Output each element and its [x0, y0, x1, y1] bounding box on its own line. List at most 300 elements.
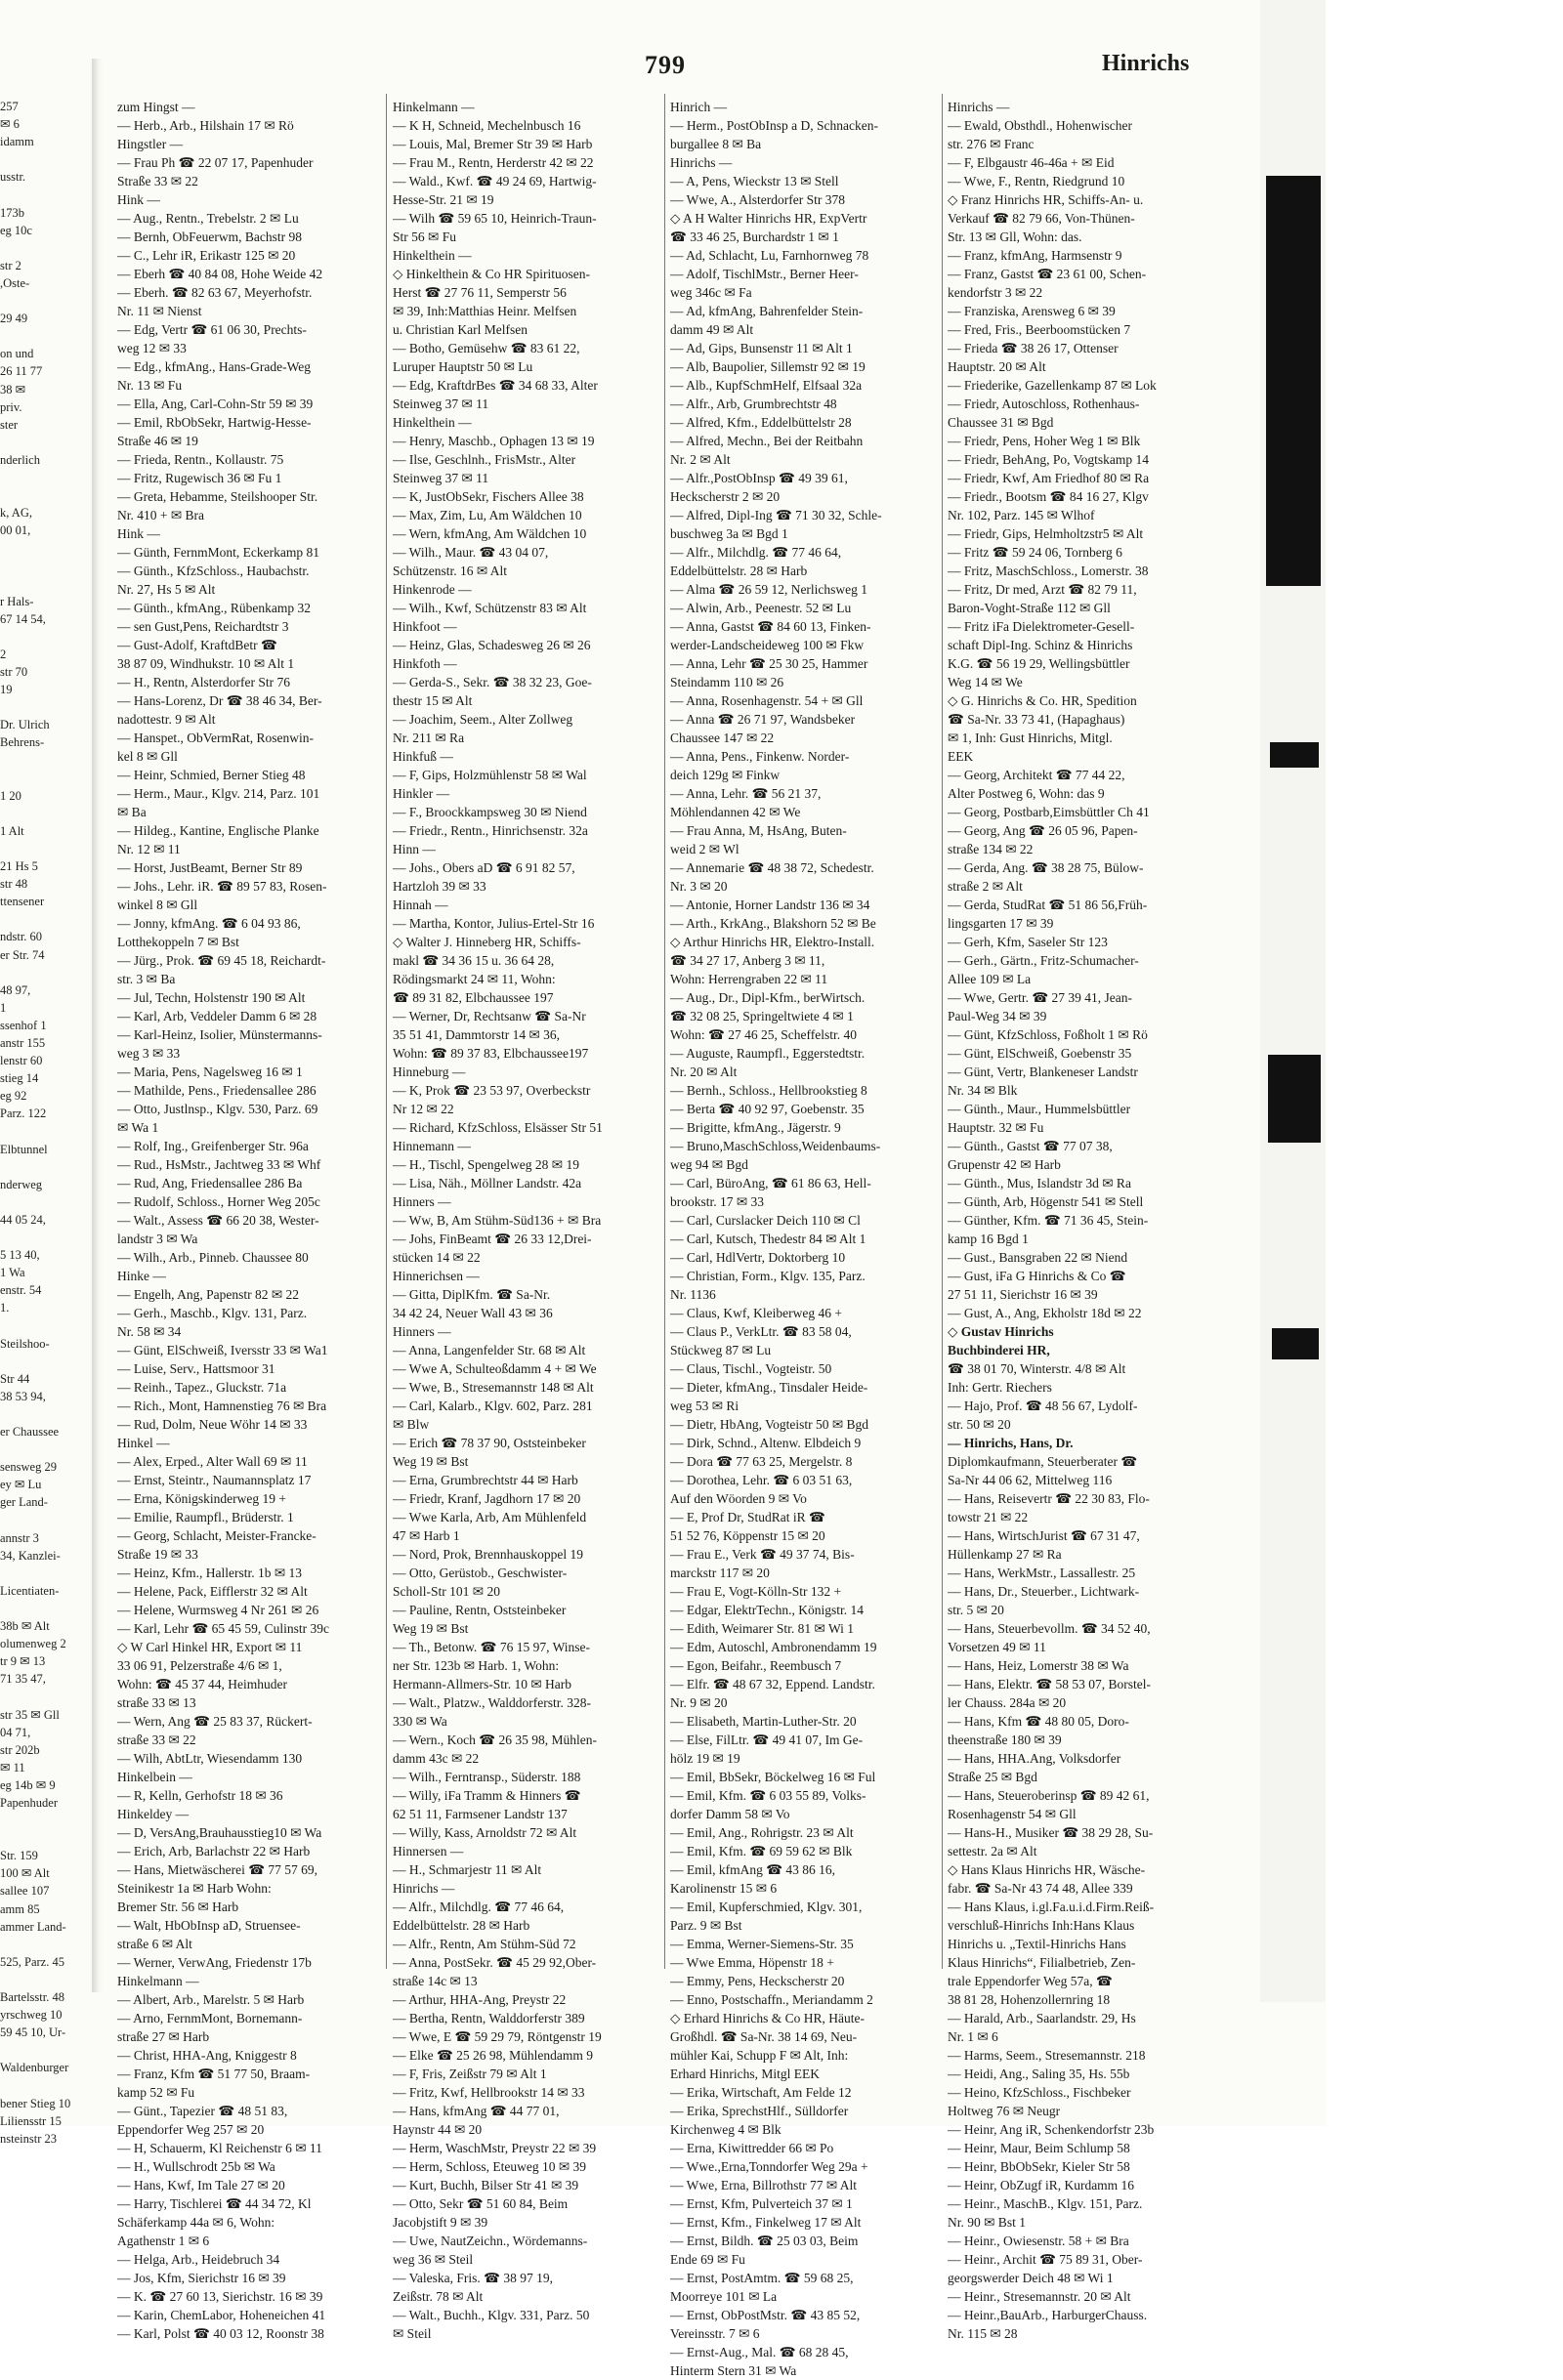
- strip-line: [0, 1229, 90, 1246]
- directory-line: — Emil, RbObSekr, Hartwig-Hesse-: [117, 415, 312, 430]
- strip-line: sensweg 29: [0, 1460, 57, 1475]
- directory-line: — Wwe, Gertr. ☎ 27 39 41, Jean-: [948, 990, 1133, 1005]
- strip-line: Str. 159: [0, 1849, 38, 1863]
- directory-line: verschluß-Hinrichs Inh:Hans Klaus: [948, 1918, 1135, 1933]
- edge-print-block: [1270, 742, 1319, 768]
- directory-line: — Jul, Techn, Holstenstr 190 ✉ Alt: [117, 990, 306, 1005]
- directory-line: — Auguste, Raumpfl., Eggerstedtstr.: [670, 1046, 866, 1061]
- directory-line: — Friedr, Kwf, Am Friedhof 80 ✉ Ra: [948, 471, 1150, 485]
- directory-line: Hinrichs —: [670, 155, 733, 170]
- strip-line: ,Oste-: [0, 275, 30, 290]
- directory-line: str. 3 ✉ Ba: [117, 972, 176, 986]
- directory-line: — Wilh., Kwf, Schützenstr 83 ✉ Alt: [393, 601, 587, 615]
- directory-line: — Heinr.,BauArb., HarburgerChauss.: [948, 2308, 1148, 2322]
- strip-line: [0, 628, 90, 646]
- directory-line: — Aug., Rentn., Trebelstr. 2 ✉ Lu: [117, 211, 299, 226]
- directory-line: Nr. 1136: [670, 1287, 716, 1302]
- directory-line: 34 42 24, Neuer Wall 43 ✉ 36: [393, 1306, 553, 1320]
- directory-line: — Gerda, StudRat ☎ 51 86 56,Früh-: [948, 898, 1148, 912]
- directory-line: Steinweg 37 ✉ 11: [393, 397, 489, 411]
- directory-line: burgallee 8 ✉ Ba: [670, 137, 762, 151]
- directory-line: — Horst, JustBeamt, Berner Str 89: [117, 860, 303, 875]
- directory-line: — Wwe, B., Stresemannstr 148 ✉ Alt: [393, 1380, 594, 1395]
- directory-line: — Ad, Schlacht, Lu, Farnhornweg 78: [670, 248, 869, 263]
- directory-line: Hingstler —: [117, 137, 184, 151]
- directory-line: — Gerh., Gärtn., Fritz-Schumacher-: [948, 953, 1139, 968]
- strip-line: nderlich: [0, 452, 40, 467]
- directory-line: hölz 19 ✉ 19: [670, 1751, 740, 1766]
- directory-line: weg 346c ✉ Fa: [670, 285, 752, 300]
- directory-line: — Heinz, Glas, Schadesweg 26 ✉ 26: [393, 638, 591, 652]
- directory-line: kamp 16 Bgd 1: [948, 1232, 1029, 1246]
- directory-line: — Karl, Polst ☎ 40 03 12, Roonstr 38: [117, 2326, 324, 2341]
- directory-line: — Wilh ☎ 59 65 10, Heinrich-Traun-: [393, 211, 597, 226]
- strip-line: [0, 964, 90, 981]
- directory-line: marckstr 117 ✉ 20: [670, 1566, 770, 1580]
- directory-line: Nr. 9 ✉ 20: [670, 1695, 728, 1710]
- directory-line: ◇ A H Walter Hinrichs HR, ExpVertr: [670, 211, 867, 226]
- directory-line: — Franziska, Arensweg 6 ✉ 39: [948, 304, 1116, 318]
- directory-line: weid 2 ✉ Wl: [670, 842, 739, 856]
- directory-line: — Aug., Dr., Dipl-Kfm., berWirtsch.: [670, 990, 866, 1005]
- directory-line: — K H, Schneid, Mechelnbusch 16: [393, 118, 581, 133]
- directory-line: 38 87 09, Windhukstr. 10 ✉ Alt 1: [117, 656, 295, 671]
- directory-line: — F., Broockkampsweg 30 ✉ Niend: [393, 805, 587, 819]
- directory-line: — Hans, Elektr. ☎ 58 53 07, Borstel-: [948, 1677, 1152, 1691]
- directory-line: — Adolf, TischlMstr., Berner Heer-: [670, 267, 859, 281]
- directory-line: ✉ Wa 1: [117, 1120, 159, 1135]
- directory-line: — Heinr., Stresemannstr. 20 ✉ Alt: [948, 2289, 1131, 2304]
- directory-line: — Erika, Wirtschaft, Am Felde 12: [670, 2085, 852, 2100]
- directory-line: — Nord, Prok, Brennhauskoppel 19: [393, 1547, 583, 1562]
- directory-line: — Rud., HsMstr., Jachtweg 33 ✉ Whf: [117, 1157, 321, 1172]
- directory-line: — Valeska, Fris. ☎ 38 97 19,: [393, 2271, 553, 2285]
- directory-line: u. Christian Karl Melfsen: [393, 322, 528, 337]
- directory-line: — Harry, Tischlerei ☎ 44 34 72, Kl: [117, 2196, 312, 2211]
- directory-line: — Günt, ElSchweiß, Goebenstr 35: [948, 1046, 1132, 1061]
- directory-line: — Anna, Lehr ☎ 25 30 25, Hammer: [670, 656, 868, 671]
- strip-line: [0, 327, 90, 345]
- directory-line: Str. 13 ✉ Gll, Wohn: das.: [948, 230, 1082, 244]
- directory-line: kamp 52 ✉ Fu: [117, 2085, 195, 2100]
- directory-line: Hink —: [117, 192, 160, 207]
- directory-line: makl ☎ 34 36 15 u. 36 64 28,: [393, 953, 555, 968]
- directory-line: — Botho, Gemüsehw ☎ 83 61 22,: [393, 341, 580, 355]
- directory-line: — Alfr., Rentn, Am Stühm-Süd 72: [393, 1937, 576, 1951]
- running-head: Hinrichs: [1102, 51, 1190, 76]
- directory-line: — Gerda, Ang. ☎ 38 28 75, Bülow-: [948, 860, 1144, 875]
- directory-line: — Emil, Kfm. ☎ 6 03 55 89, Volks-: [670, 1788, 866, 1803]
- directory-line: — Edith, Weimarer Str. 81 ✉ Wi 1: [670, 1621, 855, 1636]
- column-2: [393, 98, 658, 2343]
- directory-line: — Reinh., Tapez., Gluckstr. 71a: [117, 1380, 287, 1395]
- directory-line: — Johs., Obers aD ☎ 6 91 82 57,: [393, 860, 575, 875]
- directory-line: Vereinsstr. 7 ✉ 6: [670, 2326, 760, 2341]
- strip-line: Parz. 122: [0, 1106, 47, 1121]
- directory-line: — F, Gips, Holzmühlenstr 58 ✉ Wal: [393, 768, 587, 782]
- directory-line: — Frieda, Rentn., Kollaustr. 75: [117, 452, 284, 467]
- strip-line: er Str. 74: [0, 947, 45, 962]
- directory-line: Großhdl. ☎ Sa-Nr. 38 14 69, Neu-: [670, 2029, 858, 2044]
- directory-line: — Friedr., Bootsm ☎ 84 16 27, Klgv: [948, 489, 1149, 504]
- directory-line: — Anna ☎ 26 71 97, Wandsbeker: [670, 712, 856, 727]
- directory-line: ◇ Walter J. Hinneberg HR, Schiffs-: [393, 935, 581, 949]
- directory-line: buschweg 3a ✉ Bgd 1: [670, 526, 788, 541]
- directory-line: damm 43c ✉ 22: [393, 1751, 480, 1766]
- column-1: [117, 98, 383, 2343]
- directory-line: — Wilh., Maur. ☎ 43 04 07,: [393, 545, 549, 560]
- directory-line: — Otto, Gerüstob., Geschwister-: [393, 1566, 568, 1580]
- directory-line: — Walt., Buchh., Klgv. 331, Parz. 50: [393, 2308, 590, 2322]
- strip-line: 38b ✉ Alt: [0, 1619, 50, 1634]
- edge-print-block: [1266, 176, 1321, 586]
- strip-line: 19: [0, 683, 13, 697]
- strip-line: ammer Land-: [0, 1919, 66, 1934]
- directory-line: — Wilh., Ferntransp., Süderstr. 188: [393, 1770, 581, 1784]
- strip-line: bener Stieg 10: [0, 2096, 71, 2110]
- strip-line: enstr. 54: [0, 1283, 42, 1298]
- directory-line: 51 52 76, Köppenstr 15 ✉ 20: [670, 1528, 825, 1543]
- directory-line: — Joachim, Seem., Alter Zollweg: [393, 712, 573, 727]
- directory-line: — Heinr, ObZugf iR, Kurdamm 16: [948, 2178, 1135, 2192]
- directory-line: — Alfr.,PostObInsp ☎ 49 39 61,: [670, 471, 848, 485]
- directory-line: — Anna, Pens., Finkenw. Norder-: [670, 749, 850, 764]
- directory-line: theenstraße 180 ✉ 39: [948, 1733, 1062, 1747]
- strip-line: 38 53 94,: [0, 1389, 46, 1403]
- directory-line: — Erna, Kiwittredder 66 ✉ Po: [670, 2141, 834, 2155]
- strip-line: [0, 1829, 90, 1847]
- directory-line: — Fred, Fris., Beerboomstücken 7: [948, 322, 1131, 337]
- strip-line: 257: [0, 100, 19, 113]
- directory-line: — Albert, Arb., Marelstr. 5 ✉ Harb: [117, 1992, 305, 2007]
- strip-line: 38 ✉: [0, 382, 26, 397]
- directory-line: — Walt, HbObInsp aD, Struensee-: [117, 1918, 301, 1933]
- directory-line: — Alma ☎ 26 59 12, Nerlichsweg 1: [670, 582, 868, 597]
- directory-line: Rödingsmarkt 24 ✉ 11, Wohn:: [393, 972, 556, 986]
- directory-line: — Otto, Sekr ☎ 51 60 84, Beim: [393, 2196, 569, 2211]
- directory-line: — Heinr, Maur, Beim Schlump 58: [948, 2141, 1130, 2155]
- directory-line: — Karin, ChemLabor, Hoheneichen 41: [117, 2308, 326, 2322]
- directory-line: Hinkelthein —: [393, 248, 472, 263]
- directory-line: Nr. 27, Hs 5 ✉ Alt: [117, 582, 216, 597]
- strip-line: on und: [0, 347, 34, 361]
- directory-line: settestr. 2a ✉ Alt: [948, 1844, 1037, 1858]
- directory-line: 62 51 11, Farmsener Landstr 137: [393, 1807, 568, 1821]
- directory-line: — Willy, Kass, Arnoldstr 72 ✉ Alt: [393, 1825, 577, 1840]
- directory-line: str. 276 ✉ Franc: [948, 137, 1035, 151]
- directory-line: — E, Prof Dr, StudRat iR ☎: [670, 1510, 825, 1524]
- directory-line: — Günth., kfmAng., Rübenkamp 32: [117, 601, 311, 615]
- directory-line: — Hans, Heiz, Lomerstr 38 ✉ Wa: [948, 1658, 1129, 1673]
- directory-line: ✉ Ba: [117, 805, 147, 819]
- strip-line: ttensener: [0, 895, 45, 909]
- directory-line: Nr. 58 ✉ 34: [117, 1324, 182, 1339]
- strip-line: [0, 1971, 90, 1988]
- directory-line: ☎ Sa-Nr. 33 73 41, (Hapaghaus): [948, 712, 1125, 727]
- directory-line: Hauptstr. 32 ✉ Fu: [948, 1120, 1044, 1135]
- directory-line: Möhlendannen 42 ✉ We: [670, 805, 801, 819]
- edge-print-block: [1268, 1055, 1321, 1143]
- directory-line: — Gust, iFa G Hinrichs & Co ☎: [948, 1269, 1126, 1283]
- directory-line: 330 ✉ Wa: [393, 1714, 447, 1729]
- directory-line: — Wilh., Arb., Pinneb. Chaussee 80: [117, 1250, 309, 1265]
- directory-line: — Hans, Steueroberinsp ☎ 89 42 61,: [948, 1788, 1150, 1803]
- directory-line: Hinnemann —: [393, 1139, 471, 1153]
- directory-line: — Edg, Vertr ☎ 61 06 30, Prechts-: [117, 322, 307, 337]
- directory-line: Schützenstr. 16 ✉ Alt: [393, 564, 508, 578]
- strip-line: 00 01,: [0, 523, 31, 538]
- directory-line: — Hajo, Prof. ☎ 48 56 67, Lydolf-: [948, 1399, 1138, 1413]
- strip-line: [0, 1193, 90, 1211]
- directory-line: — Bruno,MaschSchloss,Weidenbaums-: [670, 1139, 881, 1153]
- directory-line: — Ad, kfmAng, Bahrenfelder Stein-: [670, 304, 864, 318]
- directory-line: — Friedr, Autoschloss, Rothenhaus-: [948, 397, 1140, 411]
- directory-line: damm 49 ✉ Alt: [670, 322, 754, 337]
- strip-line: Behrens-: [0, 735, 45, 750]
- directory-line: — Günth., Mus, Islandstr 3d ✉ Ra: [948, 1176, 1131, 1190]
- strip-line: [0, 434, 90, 451]
- directory-line: 47 ✉ Harb 1: [393, 1528, 460, 1543]
- directory-line: Hesse-Str. 21 ✉ 19: [393, 192, 494, 207]
- directory-line: — Friedr, Gips, Helmholtzstr5 ✉ Alt: [948, 526, 1144, 541]
- directory-line: Hinkfoot —: [393, 619, 457, 634]
- directory-line: Hinkelmann —: [117, 1974, 199, 1988]
- directory-line: — Rud, Ang, Friedensallee 286 Ba: [117, 1176, 303, 1190]
- directory-line: Hinn —: [393, 842, 436, 856]
- strip-line: ndstr. 60: [0, 930, 43, 944]
- directory-line: Kirchenweg 4 ✉ Blk: [670, 2122, 782, 2137]
- directory-line: ☎ 38 01 70, Winterstr. 4/8 ✉ Alt: [948, 1361, 1126, 1376]
- strip-line: stieg 14: [0, 1071, 39, 1086]
- directory-line: — K, Prok ☎ 23 53 97, Overbeckstr: [393, 1083, 591, 1098]
- directory-line: Hinners —: [393, 1194, 451, 1209]
- directory-line: — Claus, Tischl., Vogteistr. 50: [670, 1361, 832, 1376]
- directory-line: — Wwe A, Schulteoßdamm 4 + ✉ We: [393, 1361, 597, 1376]
- directory-line: — Bertha, Rentn, Walddorferstr 389: [393, 2011, 585, 2025]
- directory-line: Karolinenstr 15 ✉ 6: [670, 1881, 778, 1896]
- directory-line: — R, Kelln, Gerhofstr 18 ✉ 36: [117, 1788, 283, 1803]
- directory-line: — Karl, Arb, Veddeler Damm 6 ✉ 28: [117, 1009, 317, 1023]
- directory-line: Erhard Hinrichs, Mitgl EEK: [670, 2067, 820, 2081]
- strip-line: [0, 840, 90, 857]
- directory-line: — Heidi, Ang., Saling 35, Hs. 55b: [948, 2067, 1130, 2081]
- directory-line: — Walt., Assess ☎ 66 20 38, Wester-: [117, 1213, 319, 1228]
- strip-line: 1 Alt: [0, 823, 24, 838]
- directory-line: — Wwe Karla, Arb, Am Mühlenfeld: [393, 1510, 587, 1524]
- directory-line: Hink —: [117, 526, 160, 541]
- directory-line: ✉ Steil: [393, 2326, 432, 2341]
- directory-line: — Frau M., Rentn, Herderstr 42 ✉ 22: [393, 155, 594, 170]
- directory-line: — Hans, Reisevertr ☎ 22 30 83, Flo-: [948, 1491, 1150, 1506]
- directory-line: Eppendorfer Weg 257 ✉ 20: [117, 2122, 265, 2137]
- directory-line: — Claus P., VerkLtr. ☎ 83 58 04,: [670, 1324, 852, 1339]
- directory-line: — Georg, Ang ☎ 26 05 96, Papen-: [948, 823, 1138, 838]
- column-rule: [386, 94, 387, 1969]
- directory-line: — Gust, A., Ang, Ekholstr 18d ✉ 22: [948, 1306, 1142, 1320]
- directory-line: — Jürg., Prok. ☎ 69 45 18, Reichardt-: [117, 953, 326, 968]
- directory-line: Hauptstr. 20 ✉ Alt: [948, 359, 1046, 374]
- directory-line: Wohn: ☎ 45 37 44, Heimhuder: [117, 1677, 287, 1691]
- directory-line: Stückweg 87 ✉ Lu: [670, 1343, 772, 1357]
- directory-line: — Fritz, Dr med, Arzt ☎ 82 79 11,: [948, 582, 1137, 597]
- directory-line: — Hildeg., Kantine, Englische Planke: [117, 823, 319, 838]
- directory-line: Nr. 3 ✉ 20: [670, 879, 728, 894]
- strip-line: 2: [0, 647, 7, 661]
- directory-line: — Georg, Architekt ☎ 77 44 22,: [948, 768, 1125, 782]
- column-rule: [942, 94, 943, 1969]
- strip-line: str 2: [0, 258, 21, 272]
- directory-line: — Annemarie ☎ 48 38 72, Schedestr.: [670, 860, 874, 875]
- directory-line: — Hans, Dr., Steuerber., Lichtwark-: [948, 1584, 1140, 1599]
- directory-line: ☎ 34 27 17, Anberg 3 ✉ 11,: [670, 953, 825, 968]
- directory-line: ✉ 1, Inh: Gust Hinrichs, Mitgl.: [948, 731, 1113, 745]
- directory-line: ◇ W Carl Hinkel HR, Export ✉ 11: [117, 1640, 303, 1654]
- directory-line: — Herm., Maur., Klgv. 214, Parz. 101: [117, 786, 320, 801]
- directory-line: Diplomkaufmann, Steuerberater ☎: [948, 1454, 1138, 1469]
- directory-line: — Hans, Mietwäscherei ☎ 77 57 69,: [117, 1862, 318, 1877]
- strip-line: yrschweg 10: [0, 2008, 63, 2023]
- directory-line: Nr. 34 ✉ Blk: [948, 1083, 1018, 1098]
- directory-line: — Pauline, Rentn, Oststeinbeker: [393, 1603, 567, 1617]
- directory-line: — Ernst, ObPostMstr. ☎ 43 85 52,: [670, 2308, 861, 2322]
- strip-line: 1 Wa: [0, 1266, 25, 1280]
- directory-line: — sen Gust,Pens, Reichardtstr 3: [117, 619, 289, 634]
- directory-line: Rosenhagenstr 54 ✉ Gll: [948, 1807, 1077, 1821]
- directory-line: — Dieter, kfmAng., Tinsdaler Heide-: [670, 1380, 868, 1395]
- directory-line: 33 06 91, Pelzerstraße 4/6 ✉ 1,: [117, 1658, 282, 1673]
- directory-line: — Dora ☎ 77 63 25, Mergelstr. 8: [670, 1454, 853, 1469]
- strip-line: sallee 107: [0, 1884, 50, 1899]
- directory-line: Hinrich —: [670, 100, 728, 114]
- directory-line: ☎ 33 46 25, Burchardstr 1 ✉ 1: [670, 230, 839, 244]
- directory-line: Nr. 102, Parz. 145 ✉ Wlhof: [948, 508, 1095, 522]
- directory-line: — Wwe, A., Alsterdorfer Str 378: [670, 192, 845, 207]
- directory-line: — Hans-Lorenz, Dr ☎ 38 46 34, Ber-: [117, 693, 322, 708]
- directory-line: — Alex, Erped., Alter Wall 69 ✉ 11: [117, 1454, 308, 1469]
- directory-line: — Günt, KfzSchloss, Foßholt 1 ✉ Rö: [948, 1027, 1148, 1042]
- directory-line: 38 81 28, Hohenzollernring 18: [948, 1992, 1111, 2007]
- directory-line: — Antonie, Horner Landstr 136 ✉ 34: [670, 898, 870, 912]
- directory-line: — Dietr, HbAng, Vogteistr 50 ✉ Bgd: [670, 1417, 869, 1432]
- directory-line: straße 27 ✉ Harb: [117, 2029, 210, 2044]
- directory-line: nadottestr. 9 ✉ Alt: [117, 712, 216, 727]
- directory-line: Schäferkamp 44a ✉ 6, Wohn:: [117, 2215, 275, 2230]
- directory-line: — Friedr, Kranf, Jagdhorn 17 ✉ 20: [393, 1491, 581, 1506]
- directory-line: — Heinr., MaschB., Klgv. 151, Parz.: [948, 2196, 1143, 2211]
- strip-line: idamm: [0, 135, 34, 149]
- directory-line: ◇ Hans Klaus Hinrichs HR, Wäsche-: [948, 1862, 1146, 1877]
- directory-line: brookstr. 17 ✉ 33: [670, 1194, 765, 1209]
- directory-line: Hinkelbein —: [117, 1770, 192, 1784]
- directory-line: georgswerder Deich 48 ✉ Wi 1: [948, 2271, 1114, 2285]
- directory-line: Hinneburg —: [393, 1065, 466, 1079]
- directory-line: — Christ, HHA-Ang, Kniggestr 8: [117, 2048, 297, 2063]
- directory-line: — Max, Zim, Lu, Am Wäldchen 10: [393, 508, 582, 522]
- directory-line: Luruper Hauptstr 50 ✉ Lu: [393, 359, 533, 374]
- strip-line: eg 14b ✉ 9: [0, 1777, 56, 1792]
- directory-line: — Frau E., Verk ☎ 49 37 74, Bis-: [670, 1547, 855, 1562]
- directory-line: ✉ 39, Inh:Matthias Heinr. Melfsen: [393, 304, 577, 318]
- directory-line: — Claus, Kwf, Kleiberweg 46 +: [670, 1306, 842, 1320]
- strip-line: 29 49: [0, 312, 28, 326]
- strip-line: 04 71,: [0, 1725, 31, 1739]
- strip-line: tr 9 ✉ 13: [0, 1654, 46, 1669]
- directory-line: Hinkfuß —: [393, 749, 453, 764]
- directory-line: — Dirk, Schnd., Altenw. Elbdeich 9: [670, 1436, 862, 1450]
- directory-line: — Bernh, ObFeuerwm, Bachstr 98: [117, 230, 302, 244]
- directory-line: — Wald., Kwf. ☎ 49 24 69, Hartwig-: [393, 174, 597, 188]
- directory-line: K.G. ☎ 56 19 29, Wellingsbüttler: [948, 656, 1130, 671]
- directory-line: — Gerda-S., Sekr. ☎ 38 32 23, Goe-: [393, 675, 592, 689]
- directory-line: Hinke —: [117, 1269, 166, 1283]
- directory-line: — Hans-H., Musiker ☎ 38 29 28, Su-: [948, 1825, 1154, 1840]
- directory-line: landstr 3 ✉ Wa: [117, 1232, 198, 1246]
- directory-line: — Frau Anna, M, HsAng, Buten-: [670, 823, 847, 838]
- directory-line: — Karl-Heinz, Isolier, Münstermanns-: [117, 1027, 322, 1042]
- strip-line: 71 35 47,: [0, 1672, 46, 1687]
- directory-line: Weg 14 ✉ We: [948, 675, 1023, 689]
- directory-line: — Helene, Wurmsweg 4 Nr 261 ✉ 26: [117, 1603, 319, 1617]
- strip-line: er Chaussee: [0, 1425, 60, 1440]
- strip-line: [0, 2077, 90, 2095]
- directory-line: — Emil, Ang., Rohrigstr. 23 ✉ Alt: [670, 1825, 854, 1840]
- directory-line: werder-Landscheideweg 100 ✉ Fkw: [670, 638, 865, 652]
- directory-line: Lotthekoppeln 7 ✉ Bst: [117, 935, 239, 949]
- directory-line: — Enno, Postschaffn., Meriandamm 2: [670, 1992, 873, 2007]
- strip-line: [0, 1565, 90, 1582]
- strip-line: str 202b: [0, 1742, 40, 1757]
- strip-line: [0, 1812, 90, 1829]
- directory-line: towstr 21 ✉ 22: [948, 1510, 1029, 1524]
- directory-line: — Hans, WerkMstr., Lassallestr. 25: [948, 1566, 1136, 1580]
- directory-line: — Hans, HHA.Ang, Volksdorfer: [948, 1751, 1121, 1766]
- directory-line: — Uwe, NautZeichn., Wördemanns-: [393, 2234, 588, 2248]
- directory-line: — Christian, Form., Klgv. 135, Parz.: [670, 1269, 866, 1283]
- directory-line: — Frau E, Vogt-Kölln-Str 132 +: [670, 1584, 842, 1599]
- directory-line: — Günt, ElSchweiß, Iversstr 33 ✉ Wa1: [117, 1343, 328, 1357]
- directory-line: — Arth., KrkAng., Blakshorn 52 ✉ Be: [670, 916, 876, 931]
- directory-line: Hermann-Allmers-Str. 10 ✉ Harb: [393, 1677, 572, 1691]
- edge-print-block: [1272, 1328, 1319, 1359]
- directory-line: ◇ Gustav Hinrichs: [948, 1324, 1054, 1339]
- directory-line: Weg 19 ✉ Bst: [393, 1454, 469, 1469]
- directory-line: — Hinrichs, Hans, Dr.: [948, 1436, 1074, 1450]
- directory-line: — H, Schauerm, Kl Reichenstr 6 ✉ 11: [117, 2141, 322, 2155]
- strip-line: [0, 1122, 90, 1140]
- strip-line: [0, 1316, 90, 1334]
- directory-line: — Willy, iFa Tramm & Hinners ☎: [393, 1788, 581, 1803]
- scan-background: [1326, 0, 1563, 2126]
- directory-line: — Herm, WaschMstr, Preystr 22 ✉ 39: [393, 2141, 597, 2155]
- directory-line: Auf den Wöorden 9 ✉ Vo: [670, 1491, 807, 1506]
- directory-line: — Alb., KupfSchmHelf, Elfsaal 32a: [670, 378, 863, 393]
- directory-line: — Alfred, Dipl-Ing ☎ 71 30 32, Schle-: [670, 508, 882, 522]
- directory-line: — Rolf, Ing., Greifenberger Str. 96a: [117, 1139, 309, 1153]
- strip-line: 59 45 10, Ur-: [0, 2025, 66, 2040]
- strip-line: Str 44: [0, 1371, 30, 1386]
- directory-line: — Erich ☎ 78 37 90, Oststeinbeker: [393, 1436, 586, 1450]
- strip-line: [0, 1936, 90, 1953]
- strip-line: [0, 1158, 90, 1176]
- directory-line: Scholl-Str 101 ✉ 20: [393, 1584, 500, 1599]
- directory-line: — Alwin, Arb., Peenestr. 52 ✉ Lu: [670, 601, 852, 615]
- strip-line: 67 14 54,: [0, 611, 46, 626]
- directory-line: — Rudolf, Schloss., Horner Weg 205c: [117, 1194, 320, 1209]
- directory-line: — Hans, Kfm ☎ 48 80 05, Doro-: [948, 1714, 1129, 1729]
- directory-line: — Emma, Werner-Siemens-Str. 35: [670, 1937, 854, 1951]
- directory-line: — F, Elbgaustr 46-46a + ✉ Eid: [948, 155, 1115, 170]
- directory-line: Grupenstr 42 ✉ Harb: [948, 1157, 1061, 1172]
